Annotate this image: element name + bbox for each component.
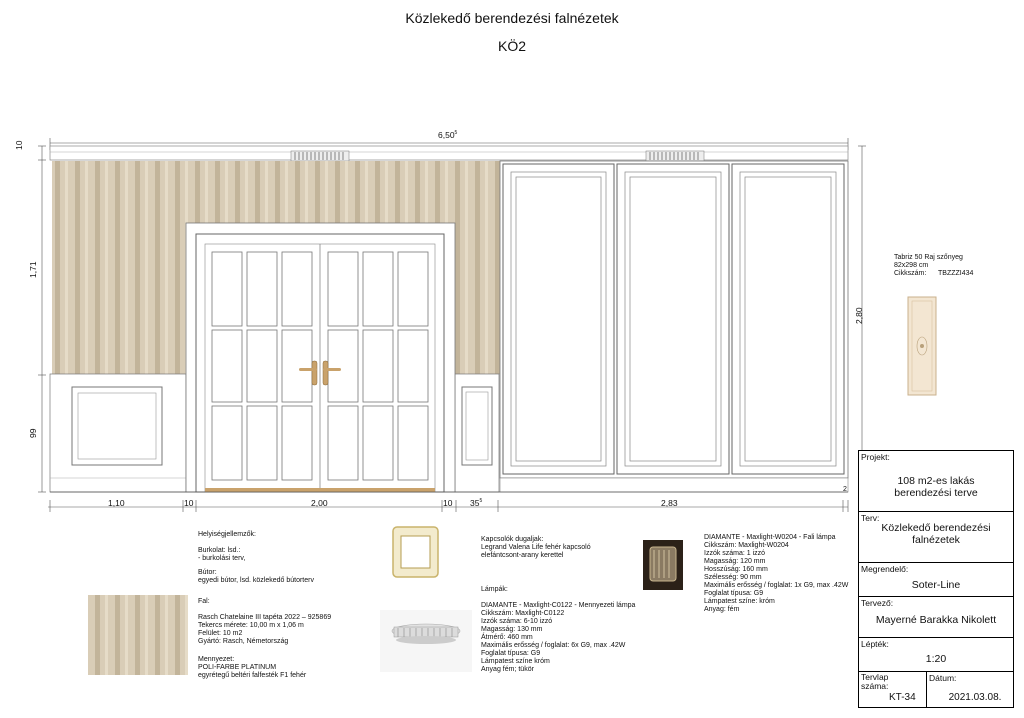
dim-left-bottom: 99 [28,428,38,438]
lamp1-l9: Anyag fém; tükör [481,666,534,673]
switch-plate-image [393,527,438,577]
wardrobe-doors [503,164,844,474]
left-dimension-line [38,146,46,492]
lamp1-l4: Magasság: 130 mm [481,626,543,633]
wall-l2: Tekercs mérete: 10,00 m x 1,06 m [198,622,304,629]
lamp2-l4: Magasság: 120 mm [704,558,766,565]
dim-bottom-4: 10 [443,498,453,508]
lamps-title: Lámpák: [481,586,508,593]
wall-l3: Felület: 10 m2 [198,630,243,637]
ceiling-l1: POLI-FARBE PLATINUM [198,664,277,671]
furniture-title: Bútor: [198,569,217,576]
door-threshold [205,488,435,492]
props-l1: Burkolat: lsd.: [198,547,241,554]
props-l2: - burkolási terv, [198,555,246,562]
ceiling-lamp-image [380,610,472,672]
lamp2-l2: Cikkszám: Maxlight-W0204 [704,542,789,549]
tb-designer-value: Mayerné Barakka Nikolett [875,614,997,626]
tb-date [926,671,1014,708]
lamp2-l9: Lámpatest színe: króm [704,598,775,605]
rug-code-value: TBZZZI434 [938,270,974,277]
dim-bottom-2: 10 [184,498,194,508]
door-leaf-left [212,252,312,480]
lamp2-l10: Anyag: fém [704,606,740,613]
lamp1-l2: Cikkszám: Maxlight-C0122 [481,610,565,617]
tb-client-label: Megrendelő: [861,564,909,574]
lamp1-l3: Izzók száma: 6-10 izzó [481,618,553,625]
tb-plan [858,511,1014,563]
dim-bottom-7: 2 [843,486,847,493]
switch-l1: Kapcsolók dugaljak: [481,536,544,543]
tb-project-label: Projekt: [861,452,890,462]
drawing-title: Közlekedő berendezési falnézetek [405,10,619,26]
title-block [858,450,1014,710]
tb-client [858,562,1014,597]
dim-right-height: 2,80 [854,307,864,324]
lamp1-l6: Maximális erősség / foglalat: 6x G9, max .42W [481,642,626,649]
wall-lamp-image [643,540,683,590]
tb-sheet-label: Tervlap száma: [861,672,889,691]
tb-scale-label: Lépték: [861,639,889,649]
wardrobe-plinth [500,478,848,492]
rug-code-label: Cikkszám: [894,270,927,277]
props-title: Helyiségjellemzők: [198,531,256,538]
ceiling-cornice [50,146,848,160]
lamp2-l3: Izzók száma: 1 izzó [704,550,766,557]
tb-plan-label: Terv: [861,513,880,523]
switch-l2: Legrand Valena Life fehér kapcsoló [481,544,591,551]
rug-size: 82x298 cm [894,262,929,269]
tb-project [858,450,1014,512]
dim-bottom-5: $35^5$ [470,498,483,508]
lamp2-l1: DIAMANTE - Maxlight-W0204 - Fali lámpa [704,534,836,541]
tb-designer-label: Tervező: [861,598,894,608]
tb-plan-value: Közlekedő berendezési falnézetek [881,522,991,546]
lamp2-l8: Foglalat típusa: G9 [704,590,764,597]
tb-scale-value: 1:20 [925,653,947,665]
tb-scale [858,637,1014,672]
dim-left-top: 10 [14,140,24,150]
rug-name: Tabriz 50 Raj szőnyeg [894,254,963,261]
ceiling-lamp-right [646,151,704,161]
tb-date-label: Dátum: [929,673,957,683]
wall-l1: Rasch Chatelaine III tapéta 2022 – 925869 [198,614,332,621]
tb-sheet-value: KT-34 [889,692,916,703]
tb-designer [858,596,1014,638]
door-leaf-right [328,252,428,480]
dim-bottom-3: 2,00 [311,498,328,508]
lamp1-l7: Foglalat típusa: G9 [481,650,541,657]
lamp1-l1: DIAMANTE - Maxlight-C0122 - Mennyezeti lámpa [481,602,636,609]
lamp2-l5: Hosszúság: 160 mm [704,566,768,573]
wall-title: Fal: [198,598,210,605]
ceiling-l2: egyrétegű beltéri falfesték F1 fehér [198,672,307,679]
tb-client-value: Soter-Line [911,579,961,591]
ceiling-title: Mennyezet: [198,656,235,663]
tb-project-value: 108 m2-es lakás berendezési terve [894,475,978,499]
wallpaper-swatch [88,595,188,675]
furniture-l1: egyedi bútor, lsd. közlekedő bútorterv [198,577,314,584]
dim-left-mid: 1,71 [28,261,38,278]
tb-date-value: 2021.03.08. [948,692,1002,703]
dim-total-width: 6,50$^5$ [438,130,458,140]
ceiling-lamp-left [291,151,349,161]
tb-sheet [858,671,927,708]
lamp1-l8: Lámpatest színe króm [481,658,550,665]
wall-l4: Gyártó: Rasch, Németország [198,638,289,645]
dim-bottom-6: 2,83 [661,498,678,508]
rug-illustration [908,297,936,395]
lamp2-l6: Szélesség: 90 mm [704,574,762,581]
drawing-subtitle: KÖ2 [497,38,526,54]
lamp2-l7: Maximális erősség / foglalat: 1x G9, max .42W [704,582,849,589]
lamp1-l5: Átmérő: 460 mm [481,634,533,641]
dim-bottom-1: 1,10 [108,498,125,508]
switch-l3: elefántcsont-arany kerettel [481,552,564,559]
